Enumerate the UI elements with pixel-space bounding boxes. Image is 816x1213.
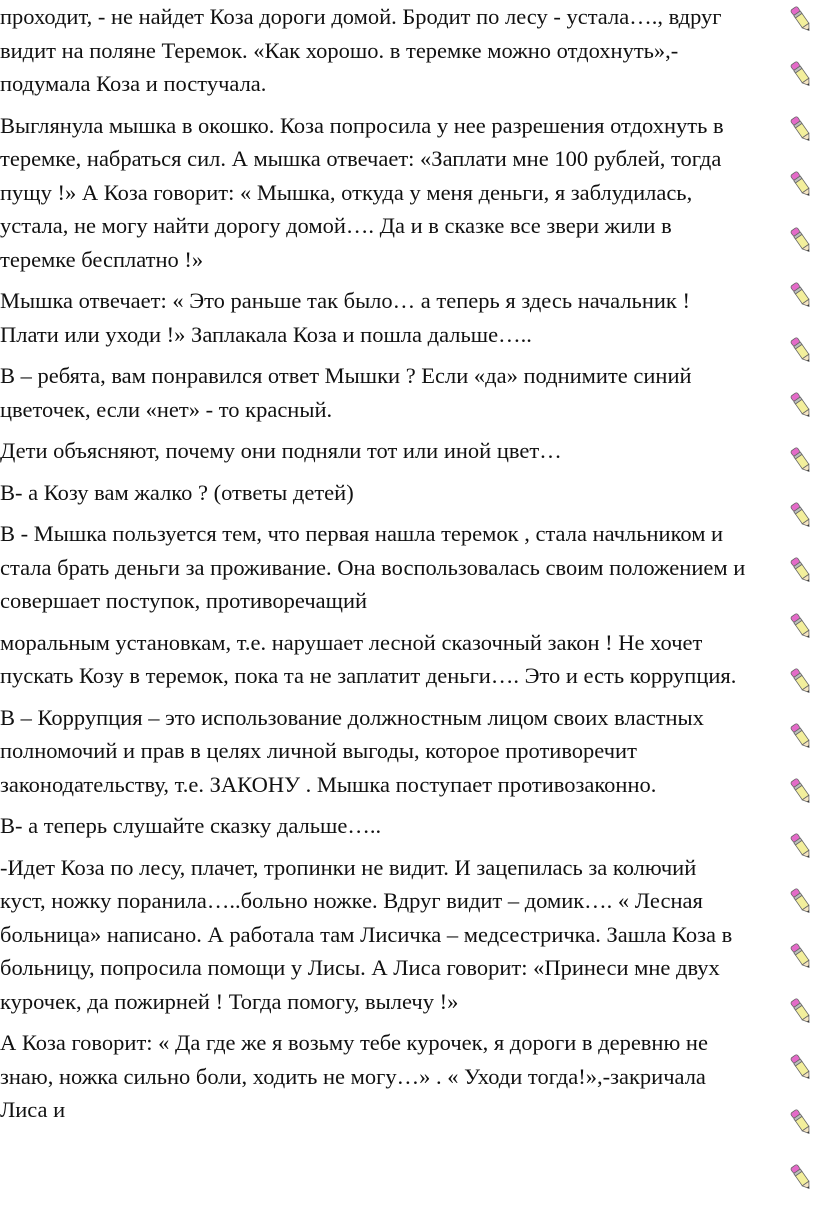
pencil-icon [788, 114, 814, 144]
paragraph [0, 517, 800, 618]
pencil-icon [788, 500, 814, 530]
text-line: куст, ножку поранила…..больно ножке. Вдруг видит – домик…. « Лесная [0, 888, 703, 913]
text-line: Выглянула мышка в окошко. Коза попросила у нее разрешения отдохнуть в [0, 112, 724, 138]
text-line: Лиса и [0, 1097, 66, 1122]
text-line: -Идет Коза по лесу, плачет, тропинки не видит. И зацепилась за колючий [0, 854, 697, 880]
text-line: полномочий и прав в целях личной выгоды, которое противоречит [0, 738, 637, 763]
paragraph [0, 626, 800, 693]
text-line: проходит, - не найдет Коза дороги домой. Бродит по лесу - устала…., вдруг [0, 4, 722, 29]
text-line: А Коза говорит: « Да где же я возьму тебе курочек, я дороги в деревню не [0, 1030, 708, 1055]
paragraph [0, 701, 800, 802]
paragraph [0, 109, 800, 277]
text-line: В- а Козу вам жалко ? (ответы детей) [0, 479, 354, 505]
text-line: В - Мышка пользуется тем, что первая нашла теремок , стала начльником и [0, 521, 724, 546]
text-line: подумала Коза и постучала. [0, 71, 267, 96]
paragraph [0, 476, 800, 510]
pencil-icon [788, 1107, 814, 1137]
pencil-icon [788, 886, 814, 916]
pencil-icon [788, 666, 814, 696]
text-line: Мышка отвечает: « Это раньше так было… а теперь я здесь начальник ! [0, 288, 690, 313]
pencil-icon [788, 4, 814, 34]
pencil-icon [788, 59, 814, 89]
decorative-pencil-border [784, 0, 816, 1213]
text-line: видит на поляне Теремок. «Как хорошо. в теремке можно отдохнуть»,- [0, 37, 679, 63]
pencil-icon [788, 721, 814, 751]
paragraph [0, 851, 800, 1019]
pencil-icon [788, 996, 814, 1026]
paragraph [0, 359, 800, 426]
pencil-icon [788, 1162, 814, 1192]
pencil-icon [788, 169, 814, 199]
pencil-icon [788, 941, 814, 971]
pencil-icon [788, 776, 814, 806]
text-line: В- а теперь слушайте сказку дальше….. [0, 813, 382, 838]
text-line: пускать Козу в теремок, пока та не заплатит деньги…. Это и есть коррупция. [0, 663, 737, 688]
text-line: больницу, попросила помощи у Лисы. А Лиса говорит: «Принеси мне двух [0, 955, 720, 980]
text-line: знаю, ножка сильно боли, ходить не могу…» . « Уходи тогда!»,-закричала [0, 1063, 706, 1089]
text-line: курочек, да пожирней ! Тогда помогу, вылечу !» [0, 988, 459, 1014]
text-line: цветочек, если «нет» - то красный. [0, 396, 333, 422]
paragraph [0, 1026, 800, 1127]
text-line: моральным установкам, т.е. нарушает лесной сказочный закон ! Не хочет [0, 629, 703, 655]
pencil-icon [788, 831, 814, 861]
text-line: Плати или уходи !» Заплакала Коза и пошла дальше….. [0, 321, 532, 347]
paragraph [0, 0, 800, 101]
pencil-icon [788, 335, 814, 365]
text-line: совершает поступок, противоречащий [0, 588, 368, 613]
paragraph [0, 284, 800, 351]
text-line: теремке, набраться сил. А мышка отвечает: «Заплати мне 100 рублей, тогда [0, 146, 722, 171]
text-line: больница» написано. А работала там Лисичка – медсестричка. Зашла Коза в [0, 921, 733, 947]
text-line: законодательству, т.е. ЗАКОНУ . Мышка поступает противозаконно. [0, 771, 657, 797]
paragraph [0, 434, 800, 468]
text-line: Дети объясняют, почему они подняли тот или иной цвет… [0, 438, 562, 463]
text-line: В – ребята, вам понравился ответ Мышки ? Если «да» поднимите синий [0, 363, 692, 388]
pencil-icon [788, 390, 814, 420]
pencil-icon [788, 1052, 814, 1082]
text-line: пущу !» А Коза говорит: « Мышка, откуда у меня деньги, я заблудилась, [0, 179, 693, 205]
text-line: теремке бесплатно !» [0, 246, 204, 272]
pencil-icon [788, 611, 814, 641]
paragraph [0, 809, 800, 843]
pencil-icon [788, 445, 814, 475]
text-line: стала брать деньги за проживание. Она воспользовалась своим положением и [0, 554, 746, 580]
pencil-icon [788, 280, 814, 310]
pencil-icon [788, 225, 814, 255]
text-line: В – Коррупция – это использование должностным лицом своих властных [0, 704, 704, 730]
pencil-icon [788, 555, 814, 585]
text-line: устала, не могу найти дорогу домой…. Да и в сказке все звери жили в [0, 213, 672, 238]
